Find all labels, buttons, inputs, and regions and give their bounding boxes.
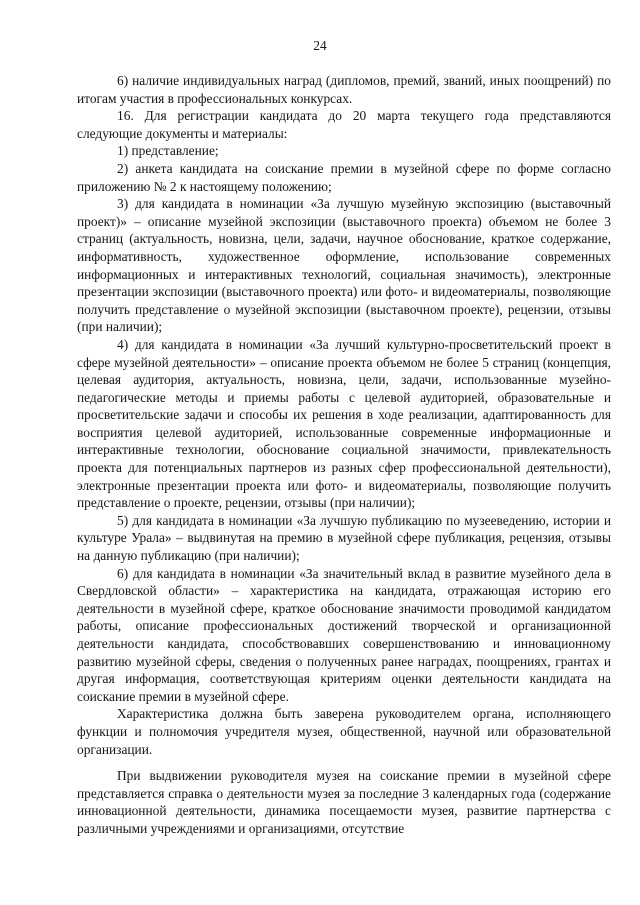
paragraph-item-6-awards: 6) наличие индивидуальных наград (дипломов, премий, званий, иных поощрений) по итогам участия в профессиональных конкурсах. <box>77 73 611 106</box>
list-item-4-educational-project: 4) для кандидата в номинации «За лучший культурно-просветительский проект в сфере музейной деятельности» – описание проекта объемом не более 5 страниц (концепция, целевая аудитория, актуальность, новизна, цели, задачи, использованные музейно-педагогические методы и приемы работы с целевой аудиторией, образовательные и просветительские задачи и способы их решения в ходе реализации, адаптированность для восприятия целевой аудиторией, использованные современные информационные и интерактивные технологии, обоснование социальной значимости, привлекательность проекта для потенциальных партнеров из разных сфер профессиональной деятельности), электронные презентации проекта или фото- и видеоматериалы, позволяющие получить представление о проекте, рецензии, отзывы (при наличии); <box>77 336 611 511</box>
document-body <box>77 72 611 838</box>
paragraph-museum-director: При выдвижении руководителя музея на соискание премии в музейной сфере представляется справка о деятельности музея за последние 3 календарных года (содержание инновационной деятельности, динамика посещаемости музея, развитие партнерства с различными учреждениями и организациями, отсутствие <box>77 768 611 836</box>
page-number: 24 <box>313 38 327 53</box>
list-item-5-publication: 5) для кандидата в номинации «За лучшую публикацию по музееведению, истории и культуре Урала» – выдвинутая на премию в музейной сфере публикация, рецензия, отзывы на данную публикацию (при наличии); <box>77 512 611 564</box>
paragraph-characteristic-certification: Характеристика должна быть заверена руководителем органа, исполняющего функции и полномочия учредителя музея, общественной, научной или образовательной организации. <box>77 706 611 757</box>
list-item-3-exposition: 3) для кандидата в номинации «За лучшую музейную экспозицию (выставочный проект)» – описание музейной экспозиции (выставочного проекта) объемом не более 3 страниц (актуальность, новизна, цели, задачи, научное обоснование, краткое содержание, информативность, художественное оформление, использование современных информационных и интерактивных технологий, социальная значимость), электронные презентации экспозиции (выставочного проекта) или фото- и видеоматериалы, позволяющие получить представление о музейной экспозиции (выставочном проекте), рецензии, отзывы (при наличии); <box>77 196 611 335</box>
paragraph-16-registration: 16. Для регистрации кандидата до 20 марта текущего года представляются следующие документы и материалы: <box>77 108 611 141</box>
list-item-2-questionnaire: 2) анкета кандидата на соискание премии в музейной сфере по форме согласно приложению № 2 к настоящему положению; <box>77 160 611 194</box>
list-item-6-contribution: 6) для кандидата в номинации «За значительный вклад в развитие музейного дела в Свердловской области» – характеристика на кандидата, отражающая историю его деятельности в музейной сфере, краткое обоснование значимости проводимой кандидатом работы, описание профессиональных достижений творческой и организационной деятельности кандидата, способствовавших совершенствованию и инновационному развитию музейной сферы, сведения о полученных ранее наградах, поощрениях, грантах и другая информация, соответствующая критериям оценки деятельности кандидата на соискание премии в музейной сфере. <box>77 565 611 704</box>
list-item-1-submission: 1) представление; <box>117 143 219 159</box>
